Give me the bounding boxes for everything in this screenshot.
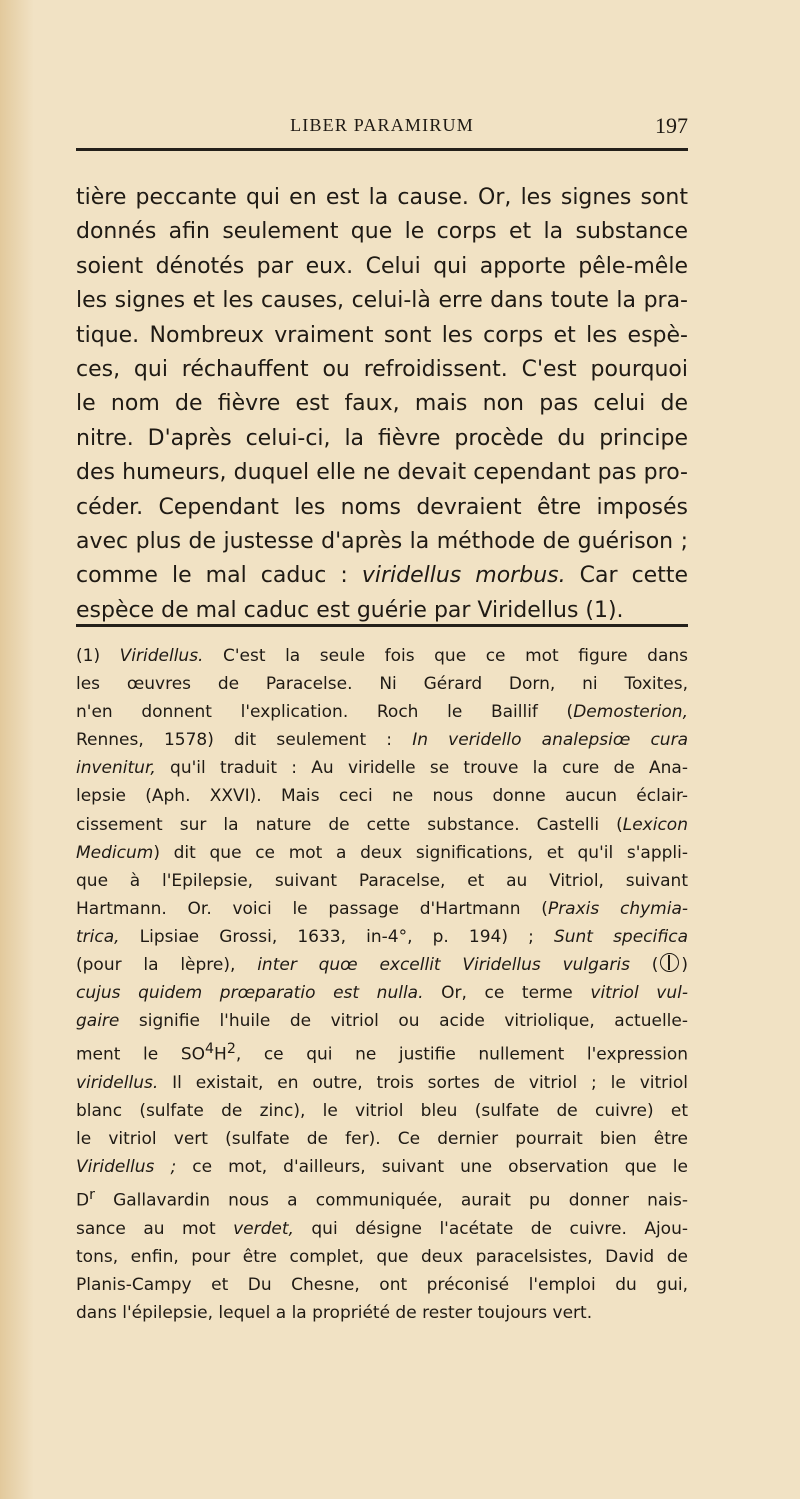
text-segment: Hartmann. Or. voici le passage d'Hartmann ( [76, 898, 548, 919]
text-line: nitre. D'après celui-ci, la fièvre procède du principe [76, 425, 688, 451]
footnote-line [76, 979, 688, 1007]
footnote-rule [76, 624, 688, 627]
footnote-line: lepsie (Aph. XXVI). Mais ceci ne nous donne aucun éclair- [76, 786, 688, 807]
italic-term: vitriol vul- [590, 983, 688, 1004]
footnote-line [76, 1069, 688, 1097]
italic-title: Medicum [76, 842, 154, 863]
footnote-line [76, 1181, 688, 1215]
text-segment: Gallavardin nous a communiquée, aurait pu donner nais- [94, 1191, 688, 1212]
footnote-term: Viridellus. [119, 646, 204, 666]
footnote-line [76, 951, 688, 979]
abbreviation-superscript: r [89, 1187, 95, 1204]
text-line: donnés afin seulement que le corps et la substance [76, 219, 688, 245]
page-number: 197 [655, 113, 688, 138]
text-segment: qu'il traduit : Au viridelle se trouve la cure de Ana- [155, 758, 688, 779]
text-segment: ) dit que ce mot a deux significations, et qu'il s'appli- [153, 842, 688, 863]
text-line: céder. Cependant les noms devraient être imposés [76, 494, 688, 520]
footnote-line [76, 642, 688, 670]
text-segment: (pour la lèpre), [76, 955, 258, 976]
text-line: des humeurs, duquel elle ne devait cependant pas pro- [76, 460, 688, 486]
footnote-line [76, 811, 688, 839]
footnote [76, 642, 688, 1328]
text-line: tière peccante qui en est la cause. Or, les signes sont [76, 185, 688, 210]
page-header [76, 115, 688, 145]
italic-title: Demosterion, [573, 702, 688, 723]
text-segment: signifie l'huile de vitriol ou acide vitriolique, actuelle- [119, 1011, 688, 1032]
italic-title: Lexicon [622, 814, 688, 835]
footnote-marker: (1) [76, 646, 101, 666]
footnote-line [76, 1215, 688, 1243]
text-segment: H [214, 1044, 227, 1065]
footnote-line [76, 923, 688, 951]
footnote-line: tons, enfin, pour être complet, que deux paracelsistes, David de [76, 1247, 688, 1268]
text-segment: comme le mal caduc : [76, 563, 362, 589]
text-segment: qui désigne l'acétate de cuivre. Ajou- [293, 1219, 688, 1240]
page-edge-shadow [0, 0, 34, 1499]
text-line: ces, qui réchauffent ou refroidissent. C'est pourquoi [76, 357, 688, 383]
text-line [76, 559, 688, 593]
italic-term: viridellus. [76, 1073, 159, 1094]
text-segment: sance au mot [76, 1219, 234, 1240]
footnote-line [76, 698, 688, 726]
italic-title: Praxis chymia- [547, 898, 688, 919]
text-segment: Or, ce terme [423, 983, 591, 1004]
text-line: le nom de fièvre est faux, mais non pas celui de [76, 391, 688, 417]
footnote-line: les œuvres de Paracelse. Ni Gérard Dorn, ni Toxites, [76, 674, 688, 695]
italic-term: gaire [76, 1011, 120, 1032]
latin-quote: cujus quidem prœparatio est nulla. [76, 983, 424, 1004]
text-segment: , ce qui ne justifie nullement l'expression [235, 1044, 689, 1065]
text-segment: ment le SO [76, 1044, 205, 1065]
footnote-line [76, 1035, 688, 1069]
footnote-line [76, 754, 688, 782]
footnote-line: le vitriol vert (sulfate de fer). Ce dernier pourrait bien être [76, 1129, 688, 1150]
text-segment: Car cette [565, 563, 688, 589]
text-segment: ce mot, d'ailleurs, suivant une observation que le [176, 1157, 688, 1178]
italic-term: Viridellus ; [76, 1157, 177, 1178]
footnote-line [76, 895, 688, 923]
italic-term: viridellus morbus. [361, 563, 566, 589]
text-line: espèce de mal caduc est guérie par Viridellus (1). [76, 597, 624, 623]
text-line: soient dénotés par eux. Celui qui apporte pêle-mêle [76, 253, 688, 279]
running-title: LIBER PARAMIRUM [290, 115, 474, 135]
text-line: avec plus de justesse d'après la méthode de guérison ; [76, 529, 688, 555]
latin-quote: invenitur, [76, 758, 156, 779]
footnote-line: dans l'épilepsie, lequel a la propriété de rester toujours vert. [76, 1303, 593, 1324]
italic-term: verdet, [233, 1219, 294, 1240]
text-segment: n'en donnent l'explication. Roch le Baillif ( [76, 702, 574, 723]
latin-quote: In veridello analepsiœ cura [412, 730, 688, 751]
formula-superscript: 2 [226, 1041, 236, 1058]
alchemical-vitriol-symbol-icon [660, 953, 679, 972]
footnote-line [76, 726, 688, 754]
footnote-line [76, 839, 688, 867]
main-text [76, 181, 688, 628]
header-rule [76, 148, 688, 151]
text-segment: ( [629, 955, 659, 976]
text-segment: D [76, 1191, 90, 1212]
text-line: tique. Nombreux vraiment sont les corps et les espè- [76, 322, 688, 348]
text-segment: C'est la seule fois que ce mot figure dans [203, 646, 688, 666]
text-segment: cissement sur la nature de cette substance. Castelli ( [76, 814, 623, 835]
latin-quote: inter quœ excellit Viridellus vulgaris [257, 955, 630, 976]
footnote-line: Planis-Campy et Du Chesne, ont préconisé l'emploi du gui, [76, 1275, 688, 1296]
footnote-line [76, 1153, 688, 1181]
text-segment: Il existait, en outre, trois sortes de vitriol ; le vitriol [158, 1073, 688, 1094]
footnote-line [76, 1007, 688, 1035]
italic-title: trica, [76, 926, 120, 947]
footnote-line: que à l'Epilepsie, suivant Paracelse, et au Vitriol, suivant [76, 870, 688, 891]
formula-superscript: 4 [205, 1041, 215, 1058]
text-line: les signes et les causes, celui-là erre dans toute la pra- [76, 288, 688, 314]
text-segment: ) [681, 955, 688, 976]
text-segment: Lipsiae Grossi, 1633, in-4°, p. 194) ; [119, 926, 554, 947]
latin-quote: Sunt specifica [553, 926, 688, 947]
text-segment: Rennes, 1578) dit seulement : [76, 730, 413, 751]
footnote-line: blanc (sulfate de zinc), le vitriol bleu (sulfate de cuivre) et [76, 1101, 688, 1122]
